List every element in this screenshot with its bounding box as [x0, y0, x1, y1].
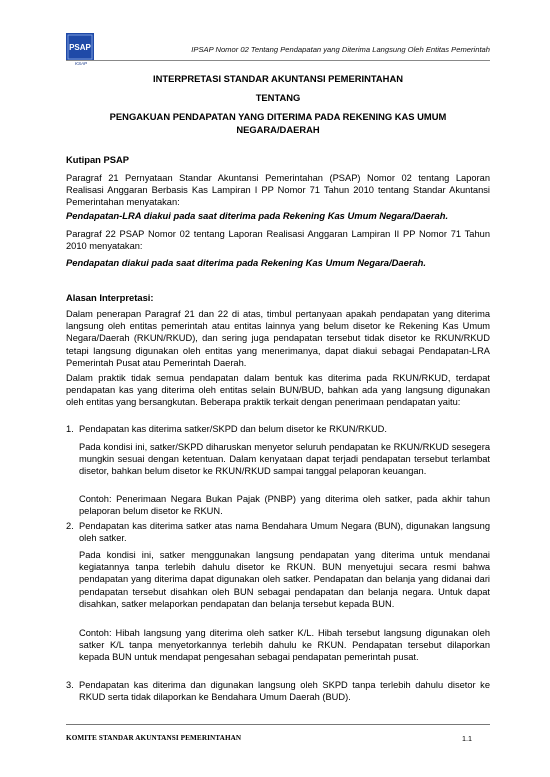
page-number: 1.1	[462, 734, 472, 743]
section-heading-alasan: Alasan Interpretasi:	[66, 292, 154, 303]
list-item-example: Contoh: Penerimaan Negara Bukan Pajak (PNBP) yang diterima oleh satker, pada akhir tahun pelaporan belum disetor ke RKUN.	[79, 494, 490, 517]
list-item-detail: Pada kondisi ini, satker menggunakan langsung pendapatan yang diterima untuk mendanai kegiatannya tanpa terlebih dahulu disetor ke RKUN. BUN menyetujui secara resmi bahwa pendapatan yang diterima dapat digunakan oleh satker. Pendapatan dan belanja yang didanai dari pendapatan tersebut disahkan oleh BUN sebagai pendapatan dan belanja negara. Untuk dapat disahkan, satker melaporkan pendapatan dan belanja tersebut kepada BUN.	[79, 550, 490, 609]
kutipan-paragraph-2: Paragraf 22 PSAP Nomor 02 tentang Laporan Realisasi Anggaran Lampiran II PP Nomor 71 Tahun 2010 menyatakan:	[66, 229, 490, 252]
logo-text: PSAP	[69, 43, 91, 52]
title-connector: TENTANG	[255, 92, 301, 103]
list-item-number: 1.	[66, 424, 74, 434]
footer-organization: KOMITE STANDAR AKUNTANSI PEMERINTAHAN	[66, 734, 242, 742]
kutipan-quote-2: Pendapatan diakui pada saat diterima pada Rekening Kas Umum Negara/Daerah.	[66, 257, 427, 268]
kutipan-paragraph-1: Paragraf 21 Pernyataan Standar Akuntansi Pemerintahan (PSAP) Nomor 02 tentang Laporan Realisasi Anggaran Berbasis Kas Lampiran I PP Nomor 71 Tahun 2010 tentang Standar Akuntansi Pemerintahan menyatakan:	[66, 173, 490, 208]
list-item-text: Pendapatan kas diterima satker/SKPD dan belum disetor ke RKUN/RKUD.	[79, 424, 387, 434]
list-item-text: Pendapatan kas diterima dan digunakan langsung oleh SKPD tanpa terlebih dahulu disetor ke RKUD serta tidak dilaporkan ke Bendahara Umum Daerah (BUD).	[79, 680, 490, 703]
ksap-logo	[66, 33, 94, 61]
document-title: INTERPRETASI STANDAR AKUNTANSI PEMERINTAHAN	[153, 73, 403, 84]
kutipan-quote-1: Pendapatan-LRA diakui pada saat diterima pada Rekening Kas Umum Negara/Daerah.	[66, 210, 449, 221]
running-header-title: IPSAP Nomor 02 Tentang Pendapatan yang Diterima Langsung Oleh Entitas Pemerintah	[191, 45, 490, 54]
document-subtitle-line1: PENGAKUAN PENDAPATAN YANG DITERIMA PADA REKENING KAS UMUM	[109, 111, 447, 122]
list-item-example: Contoh: Hibah langsung yang diterima oleh satker K/L. Hibah tersebut langsung digunakan oleh satker K/L tanpa menyetorkannya terlebih dahulu ke RKUN. Pendapatan tersebut dilaporkan kepada BUN untuk mendapat pengesahan sebagai pendapatan pemerintah pusat.	[79, 628, 490, 663]
alasan-paragraph-1: Dalam penerapan Paragraf 21 dan 22 di atas, timbul pertanyaan apakah pendapatan yang diterima langsung oleh entitas pemerintah atau entitas lainnya yang belum disetor ke Rekening Kas Umum Negara/Daerah (RKUN/RKUD), dan sering juga pendapatan tersebut tidak disetor ke RKUN/RKUD tetapi langsung digunakan oleh entitas yang menerimanya, dapat diakui sebagai Pendapatan-LRA Pemerintah Pusat atau Pemerintah Daerah.	[66, 309, 490, 368]
list-item-number: 3.	[66, 680, 74, 690]
list-item-text: Pendapatan kas diterima satker atas nama Bendahara Umum Negara (BUN), digunakan langsung oleh satker.	[79, 521, 490, 544]
logo-subtext: KSAP	[74, 61, 87, 66]
footer-divider	[66, 724, 490, 725]
document-subtitle-line2: NEGARA/DAERAH	[236, 124, 320, 135]
alasan-paragraph-2: Dalam praktik tidak semua pendapatan dalam bentuk kas diterima pada RKUN/RKUD, terdapat pendapatan kas yang diterima oleh entitas selain BUN/BUD, bahkan ada yang langsung digunakan oleh entitas yang bersangkutan. Beberapa praktik terkait dengan penerimaan pendapatan yaitu:	[66, 373, 490, 408]
section-heading-kutipan: Kutipan PSAP	[66, 154, 130, 165]
list-item-number: 2.	[66, 521, 74, 531]
list-item-detail: Pada kondisi ini, satker/SKPD diharuskan menyetor seluruh pendapatan ke RKUN/RKUD sesegera mungkin sesuai dengan ketentuan. Dalam kenyataan dapat terjadi pendapatan tersebut terlambat disetor, bahkan belum disetor ke RKUN/RKUD sampai tanggal pelaporan keuangan.	[79, 442, 490, 477]
header-divider	[66, 60, 490, 61]
